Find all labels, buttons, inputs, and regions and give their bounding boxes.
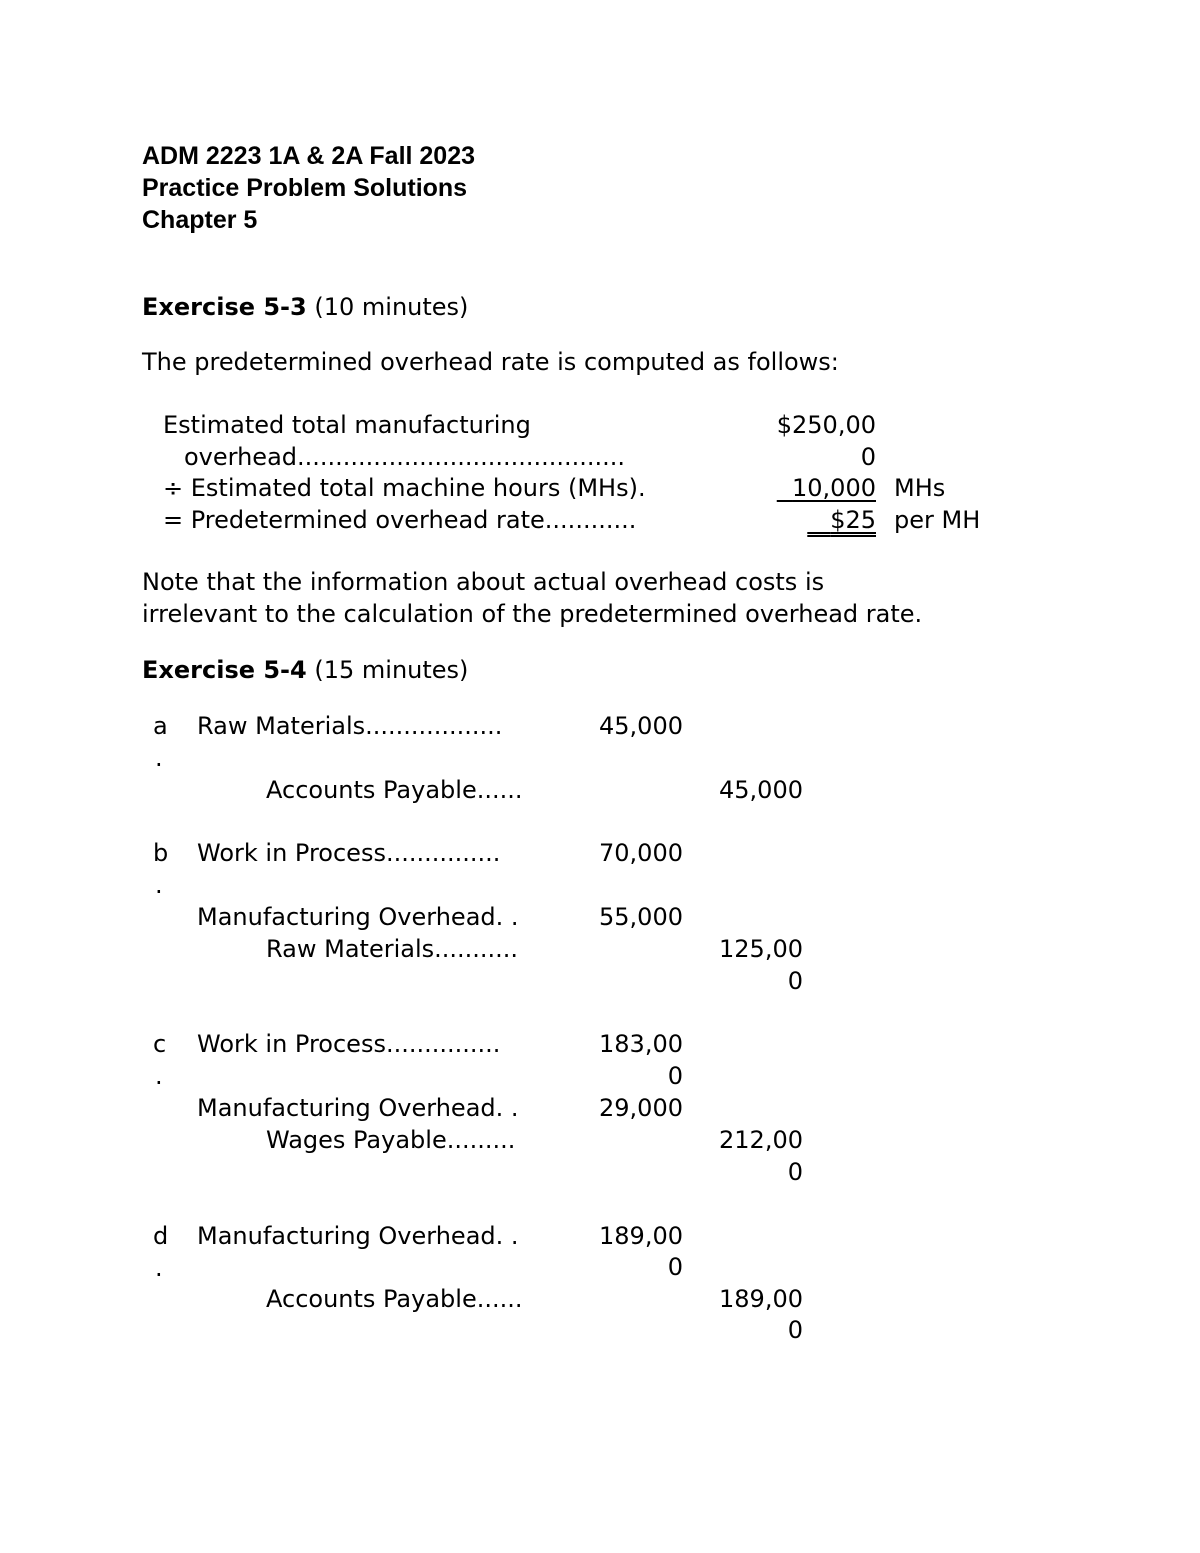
credit-amount: 125,00 [719, 935, 803, 963]
rate-row-hours-value: 10,000 [792, 474, 876, 502]
rate-row-overhead-value: $250,00 [776, 411, 876, 439]
credit-account: Raw Materials........... [266, 935, 519, 963]
exercise-5-4-heading [142, 654, 468, 686]
entry-letter: c [153, 1030, 167, 1058]
debit-account: Work in Process............... [197, 1030, 501, 1058]
exercise-5-3-heading [142, 291, 468, 323]
entry-letter-dot: . [155, 1254, 163, 1282]
note-line-1: Note that the information about actual overhead costs is [142, 568, 825, 596]
debit-account: Manufacturing Overhead. . [197, 1222, 519, 1250]
chapter-label: Chapter 5 [142, 206, 258, 234]
rate-row-hours-label: ÷ Estimated total machine hours (MHs). [163, 474, 646, 502]
credit-account: Accounts Payable...... [266, 1285, 523, 1313]
exercise-title: Exercise 5-3 [142, 293, 307, 321]
debit-amount-cont: 0 [667, 1062, 683, 1090]
entry-letter: a [153, 712, 168, 740]
debit-amount: 29,000 [599, 1094, 683, 1122]
rate-row-overhead-label: Estimated total manufacturing [163, 411, 531, 439]
rate-row-result-unit: per MH [894, 506, 981, 534]
rate-row-result-value-cell [700, 504, 876, 536]
entry-letter-dot: . [155, 1062, 163, 1090]
debit-amount-cont: 0 [667, 1253, 683, 1281]
rate-row-overhead-label-cont: overhead........................................... [184, 443, 626, 471]
rate-row-hours-unit: MHs [894, 474, 946, 502]
entry-letter: b [153, 839, 169, 867]
credit-amount-cont: 0 [787, 967, 803, 995]
note-line-2: irrelevant to the calculation of the predetermined overhead rate. [142, 600, 923, 628]
credit-amount: 45,000 [719, 776, 803, 804]
debit-amount: 45,000 [599, 712, 683, 740]
debit-account: Manufacturing Overhead. . [197, 903, 519, 931]
exercise-time: (10 minutes) [314, 293, 469, 321]
exercise-time: (15 minutes) [314, 656, 469, 684]
entry-letter-dot: . [155, 871, 163, 899]
rate-row-result-label: = Predetermined overhead rate............ [163, 506, 637, 534]
debit-amount: 55,000 [599, 903, 683, 931]
rate-row-hours-value-cell [700, 472, 876, 504]
credit-amount-cont: 0 [787, 1316, 803, 1344]
entry-letter: d [153, 1222, 169, 1250]
debit-amount: 183,00 [599, 1030, 683, 1058]
document-subtitle: Practice Problem Solutions [142, 174, 468, 202]
credit-account: Accounts Payable...... [266, 776, 523, 804]
debit-account: Manufacturing Overhead. . [197, 1094, 519, 1122]
course-title: ADM 2223 1A & 2A Fall 2023 [142, 142, 476, 170]
credit-amount: 212,00 [719, 1126, 803, 1154]
credit-amount-cont: 0 [787, 1158, 803, 1186]
credit-account: Wages Payable......... [266, 1126, 516, 1154]
entry-letter-dot: . [155, 744, 163, 772]
debit-account: Raw Materials.................. [197, 712, 503, 740]
debit-amount: 189,00 [599, 1222, 683, 1250]
rate-row-result-value: $25 [830, 506, 876, 534]
exercise-intro: The predetermined overhead rate is computed as follows: [142, 348, 839, 376]
debit-account: Work in Process............... [197, 839, 501, 867]
exercise-title: Exercise 5-4 [142, 656, 307, 684]
rate-row-overhead-value-cont: 0 [860, 443, 876, 471]
debit-amount: 70,000 [599, 839, 683, 867]
credit-amount: 189,00 [719, 1285, 803, 1313]
